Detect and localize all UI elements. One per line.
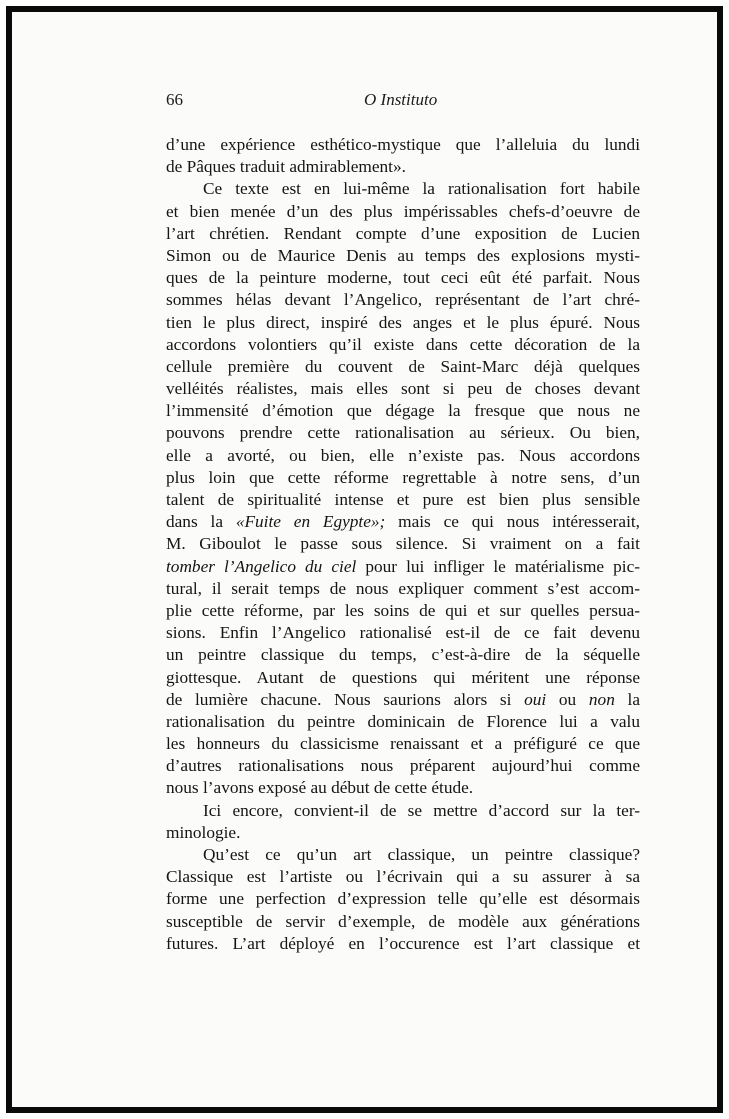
text-run: pour lui infliger le matérialisme pic-	[356, 556, 641, 576]
text-line: ques de la peinture moderne, tout ceci eût été parfait. Nous	[166, 268, 640, 288]
text-line: un peintre classique du temps, c’est-à-dire de la séquelle	[166, 645, 640, 665]
text-run: dans la	[166, 512, 236, 532]
text-line: M. Giboulot le passe sous silence. Si vraiment on a fait	[166, 534, 640, 554]
text-line: plie cette réforme, par les soins de qui et sur quelles persua-	[166, 600, 640, 620]
text-line: velléités réalistes, mais elles sont si peu de choses devant	[166, 379, 640, 399]
text-line: minologie.	[166, 822, 241, 842]
paragraph-start-line: Ici encore, convient-il de se mettre d’accord sur la ter-	[203, 800, 640, 820]
text-line: rationalisation du peintre dominicain de Florence lui a valu	[166, 711, 640, 731]
text-line	[166, 511, 640, 533]
text-line	[166, 689, 640, 711]
text-line: et bien menée d’un des plus impérissables chefs-d’oeuvre de	[166, 201, 640, 221]
text-line: les honneurs du classicisme renaissant et a préfiguré ce que	[166, 734, 640, 754]
text-line: sions. Enfin l’Angelico rationalisé est-il de ce fait devenu	[166, 623, 640, 643]
text-run: la	[614, 689, 640, 709]
italic-word: non	[588, 689, 615, 709]
text-line: elle a avorté, ou bien, elle n’existe pas. Nous accordons	[166, 445, 640, 465]
text-line: futures. L’art déployé en l’occurence est l’art classique et	[166, 933, 640, 953]
text-line: nous l’avons exposé au début de cette étude.	[166, 778, 474, 798]
text-line: Simon ou de Maurice Denis au temps des explosions mysti-	[166, 245, 640, 265]
text-run: de lumière chacune. Nous saurions alors si	[166, 689, 525, 709]
text-line: accordons volontiers qu’il existe dans cette décoration de la	[166, 334, 640, 354]
running-header	[166, 90, 640, 114]
text-line: d’autres rationalisations nous préparent aujourd’hui comme	[166, 756, 640, 776]
page-number: 66	[166, 90, 183, 109]
text-line: de Pâques traduit admirablement».	[166, 157, 406, 177]
text-line: tural, il serait temps de nous expliquer comment s’est accom-	[166, 578, 640, 598]
text-line: Classique est l’artiste ou l’écrivain qui a su assurer à sa	[166, 867, 640, 887]
body-text	[166, 134, 640, 955]
text-line: d’une expérience esthético-mystique que l’alleluia du lundi	[166, 135, 640, 154]
running-title: O Instituto	[364, 90, 438, 109]
text-run: ou	[546, 689, 589, 709]
text-line: pouvons prendre cette rationalisation au sérieux. Ou bien,	[166, 423, 640, 443]
text-line: plus loin que cette réforme regrettable à notre sens, d’un	[166, 467, 640, 487]
text-line: l’immensité d’émotion que dégage la fresque que nous ne	[166, 401, 640, 421]
text-run: mais ce qui nous intéresserait,	[385, 512, 640, 532]
text-line: susceptible de servir d’exemple, de modèle aux générations	[166, 911, 640, 931]
text-line: giottesque. Autant de questions qui méritent une réponse	[166, 667, 640, 687]
italic-phrase: tomber l’Angelico du ciel	[166, 556, 357, 576]
text-line: l’art chrétien. Rendant compte d’une exposition de Lucien	[166, 223, 640, 243]
text-line	[166, 556, 640, 578]
text-line: forme une perfection d’expression telle qu’elle est désormais	[166, 889, 640, 909]
paragraph-start-line: Qu’est ce qu’un art classique, un peintre classique?	[203, 845, 640, 864]
text-line: tien le plus direct, inspiré des anges et le plus épuré. Nous	[166, 312, 640, 332]
italic-word: oui	[524, 689, 547, 709]
text-line: sommes hélas devant l’Angelico, représentant de l’art chré-	[166, 290, 640, 310]
italic-title: «Fuite en Egypte»;	[235, 512, 386, 532]
text-line: cellule première du couvent de Saint-Marc déjà quelques	[166, 356, 640, 376]
text-line: talent de spiritualité intense et pure est bien plus sensible	[166, 490, 640, 509]
paragraph-start-line: Ce texte est en lui-même la rationalisation fort habile	[203, 179, 640, 199]
